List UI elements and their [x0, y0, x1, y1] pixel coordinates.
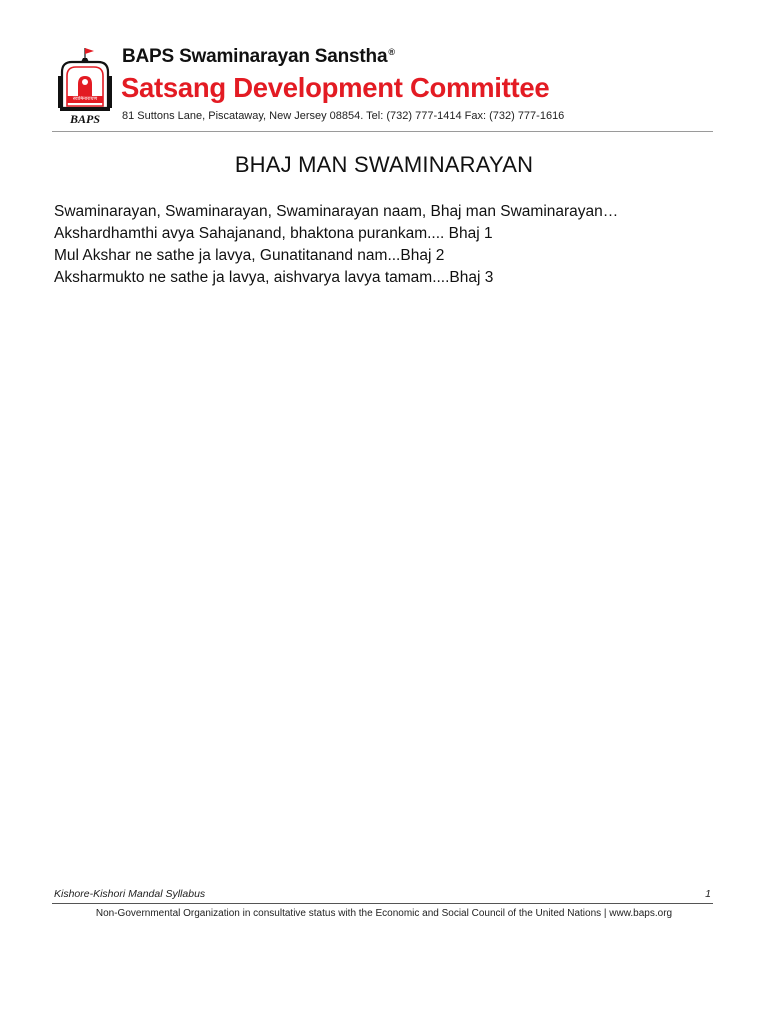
page-title: BHAJ MAN SWAMINARAYAN	[234, 152, 534, 177]
logo-wordmark: BAPS	[69, 112, 100, 126]
lyric-line: Akshardhamthi avya Sahajanand, bhaktona purankam.... Bhaj 1	[54, 225, 493, 242]
org-name	[122, 46, 395, 68]
lyric-line: Mul Akshar ne sathe ja lavya, Gunatitanand nam...Bhaj 2	[54, 247, 445, 264]
org-name-text: BAPS Swaminarayan Sanstha	[122, 46, 388, 67]
footer-note: Non-Governmental Organization in consultative status with the Economic and Social Council of the United Nations | www.baps.org	[95, 908, 673, 919]
header-divider	[52, 131, 713, 132]
logo-script: स्वामिनारायण	[72, 96, 98, 102]
lyric-line: Swaminarayan, Swaminarayan, Swaminarayan naam, Bhaj man Swaminarayan…	[54, 203, 619, 220]
baps-logo	[52, 46, 118, 126]
address-line: 81 Suttons Lane, Piscataway, New Jersey 08854. Tel: (732) 777-1414 Fax: (732) 777-1616	[122, 110, 565, 122]
lyrics-block	[54, 201, 734, 289]
lyric-line: Aksharmukto ne sathe ja lavya, aishvarya lavya tamam....Bhaj 3	[54, 269, 494, 286]
footer-divider	[52, 903, 713, 904]
footer-syllabus: Kishore-Kishori Mandal Syllabus	[54, 888, 206, 900]
committee-name: Satsang Development Committee	[121, 72, 550, 103]
page-number: 1	[705, 888, 711, 900]
registered-mark: ®	[388, 46, 395, 57]
